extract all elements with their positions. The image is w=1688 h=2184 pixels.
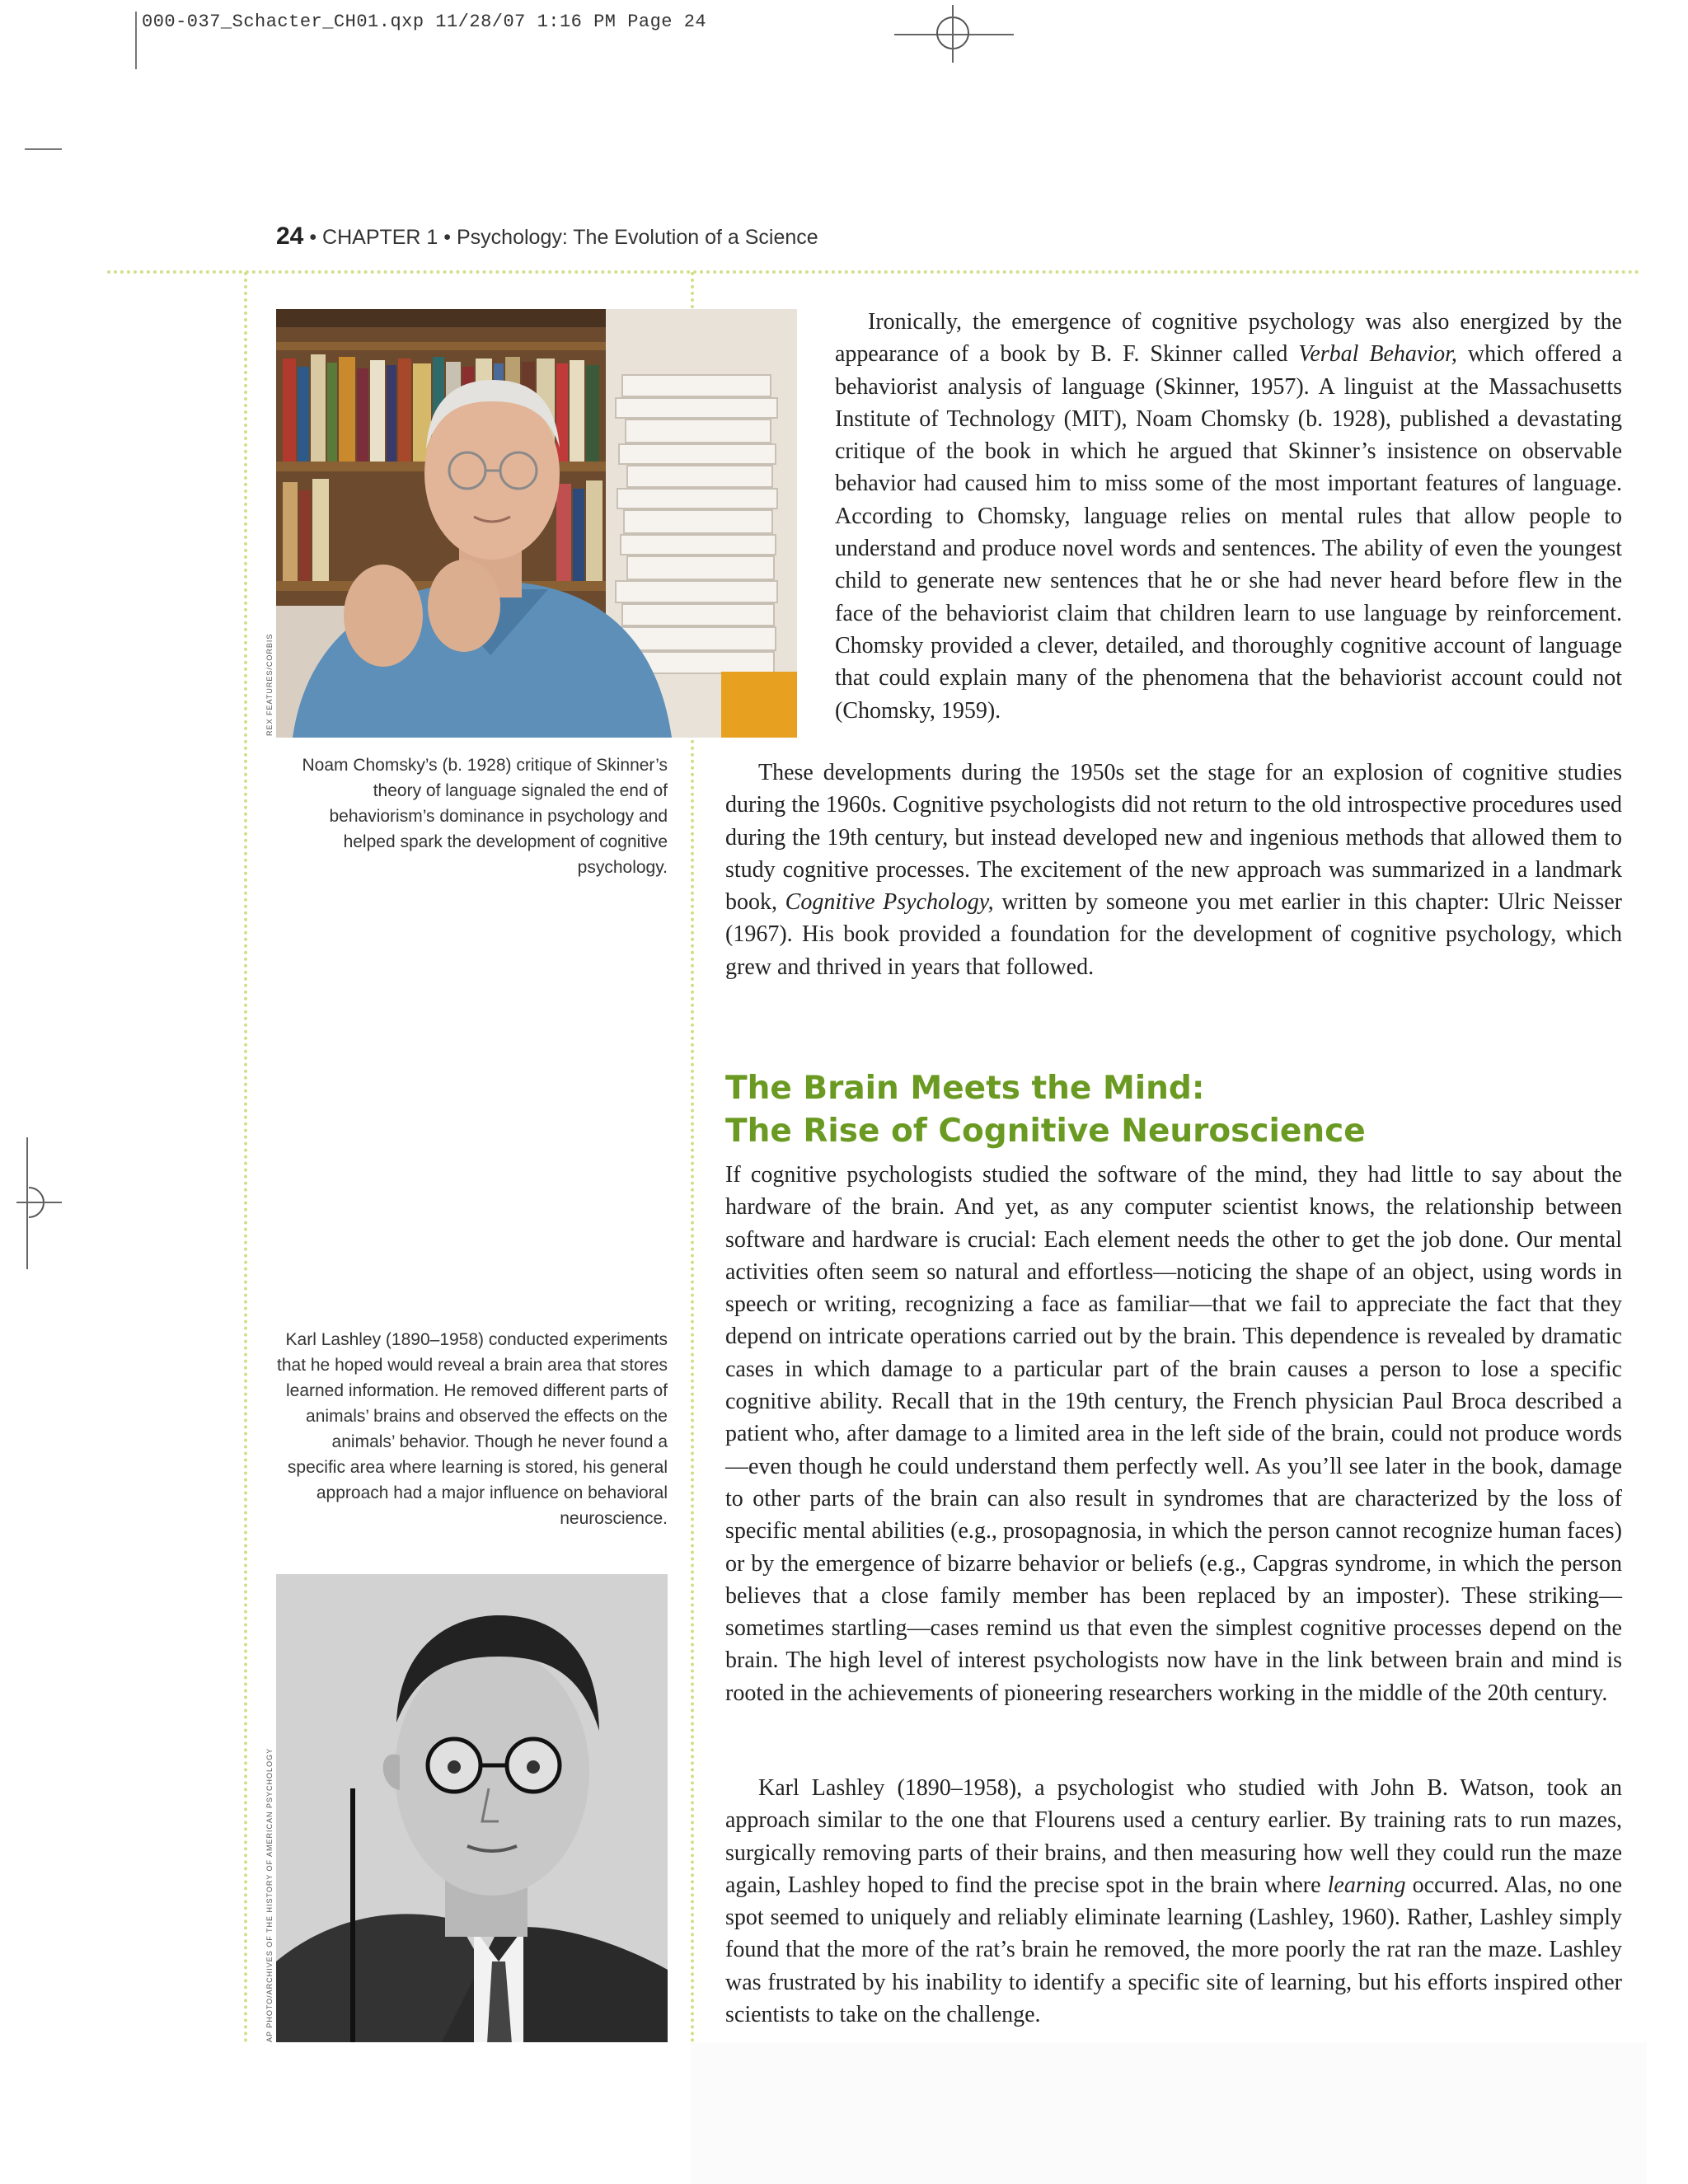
section-heading (725, 1067, 1366, 1153)
section-heading-line: The Brain Meets the Mind: (725, 1070, 1205, 1107)
body-paragraph: If cognitive psychologists studied the software of the mind, they had little to say about the hardware of the brain. And yet, as any computer scientist knows, the relationship between software and hardware is crucial: Each element needs the other to get the job done. Our mental activities often seem so natural and effortless—noticing the shape of an object, using words in speech or writing, recognizing a face as familiar—that we fail to appreciate the fact that they depend on intricate operations carried out by the brain. This dependence is revealed by dramatic cases in which damage to a particular part of the brain causes a person to lose a specific cognitive ability. Recall that in the 19th century, the French physician Paul Broca described a patient who, after damage to a limited area in the left side of the brain, could not produce words—even though he could understand them perfectly well. As you’ll see later in the book, damage to other parts of the brain can also result in syndromes that are characterized by the loss of specific mental abilities (e.g., prosopagnosia, in which the person cannot recognize human faces) or by the emergence of bizarre behavior or beliefs (e.g., Capgras syndrome, in which the person believes that a close family member has been replaced by an imposter). These striking—sometimes startling—cases remind us that even the simplest cognitive processes depend on the brain. The high level of interest psychologists now have in the link between brain and mind is rooted in the achievements of pioneering researchers working in the middle of the 20th century. (725, 1162, 1622, 1706)
dotted-rule-horizontal (107, 270, 1640, 274)
lashley-photo (276, 1574, 668, 2044)
chapter-label: CHAPTER 1 (322, 226, 438, 249)
emphasis-italic: learning (1327, 1872, 1406, 1898)
running-head-separator: • (438, 226, 457, 249)
body-text-run: written by someone you met earlier in this chapter: Ulric Neisser (1967). His book provided a foundation for the development of cognitive psychology, which grew and thrived in years that followed. (725, 889, 1622, 980)
body-paragraph (725, 757, 1622, 983)
side-registration-line (16, 1202, 62, 1203)
lashley-photo-graphic (276, 1574, 668, 2044)
crop-mark (25, 148, 62, 150)
lashley-caption: Karl Lashley (1890–1958) conducted experiments that he hoped would reveal a brain area that stores learned information. He removed different parts of animals’ brains and observed the effects on the animals’ behavior. Though he never found a specific area where learning is stored, his general approach had a major influence on behavioral neuroscience. (277, 1330, 668, 1528)
book-title-italic: Verbal Behavior, (1298, 341, 1457, 368)
file-slug: 000-037_Schacter_CH01.qxp 11/28/07 1:16 PM Page 24 (142, 12, 707, 32)
chomsky-caption: Noam Chomsky’s (b. 1928) critique of Skinner’s theory of language signaled the end of behaviorism’s dominance in psychology and helped spark the development of cognitive psychology. (302, 756, 668, 877)
slug-rule (135, 12, 137, 69)
section-heading-line: The Rise of Cognitive Neuroscience (725, 1113, 1366, 1150)
book-title-italic: Cognitive Psychology, (785, 889, 994, 916)
registration-mark-line-vertical (952, 5, 954, 63)
body-text-run: These developments during the 1950s set the stage for an explosion of cognitive studies during the 1960s. Cognitive psychologists did not return to the old introspective procedures used during the 19th century, but instead developed new and ingenious methods that allowed them to study cognitive processes. The excitement of the new approach was summarized in a landmark book, (725, 760, 1622, 916)
chapter-title: Psychology: The Evolution of a Science (457, 226, 818, 249)
side-registration-rule (26, 1137, 28, 1269)
body-text-run: Karl Lashley (1890–1958), a psychologist who studied with John B. Watson, took an approach similar to the one that Flourens used a century earlier. By training rats to run mazes, surgically removing parts of their brains, and then measuring how well they could run the maze again, Lashley hoped to find the precise spot in the brain where (725, 1775, 1622, 1898)
running-head (276, 223, 818, 251)
body-text-run: which offered a behaviorist analysis of language (Skinner, 1957). A linguist at the Massachusetts Institute of Technology (MIT), Noam Chomsky (b. 1928), published a devastating critique of the book in which he argued that Skinner’s insistence on observable behavior had caused him to miss some of the most important features of language. According to Chomsky, language relies on mental rules that allow people to understand and produce novel words and sentences. The ability of even the youngest child to generate new sentences that he or she had never heard before flew in the face of the behaviorist claim that children learn to use language by reinforcement. Chomsky provided a clever, detailed, and thoroughly cognitive account of language that could explain many of the phenomena that the behaviorist account could not (Chomsky, 1959). (835, 341, 1623, 724)
body-text-run: Ironically, the emergence of cognitive psychology was also energized by the appearance of a book by B. F. Skinner called (835, 309, 1622, 368)
running-head-separator: • (303, 226, 323, 249)
chomsky-photo (276, 309, 797, 738)
body-paragraph (835, 306, 1622, 727)
photo-credit: AP PHOTO/ARCHIVES OF THE HISTORY OF AMERICAN PSYCHOLOGY (265, 1747, 274, 2042)
dotted-rule-vertical (244, 272, 247, 2044)
body-paragraph (725, 1772, 1622, 2031)
page-bottom-shade (691, 2042, 1647, 2184)
page-number: 24 (276, 223, 304, 250)
photo-credit: REX FEATURES/CORBIS (265, 633, 274, 736)
body-text-run: occurred. Alas, no one spot seemed to uniquely and reliably eliminate learning (Lashley, 1960). Rather, Lashley simply found that the more of the rat’s brain he removed, the more poorly the rat ran the maze. Lashley was frustrated by his inability to identify a specific site of learning, but his efforts inspired other scientists to take on the challenge. (725, 1872, 1622, 2028)
chomsky-photo-graphic (276, 309, 797, 738)
